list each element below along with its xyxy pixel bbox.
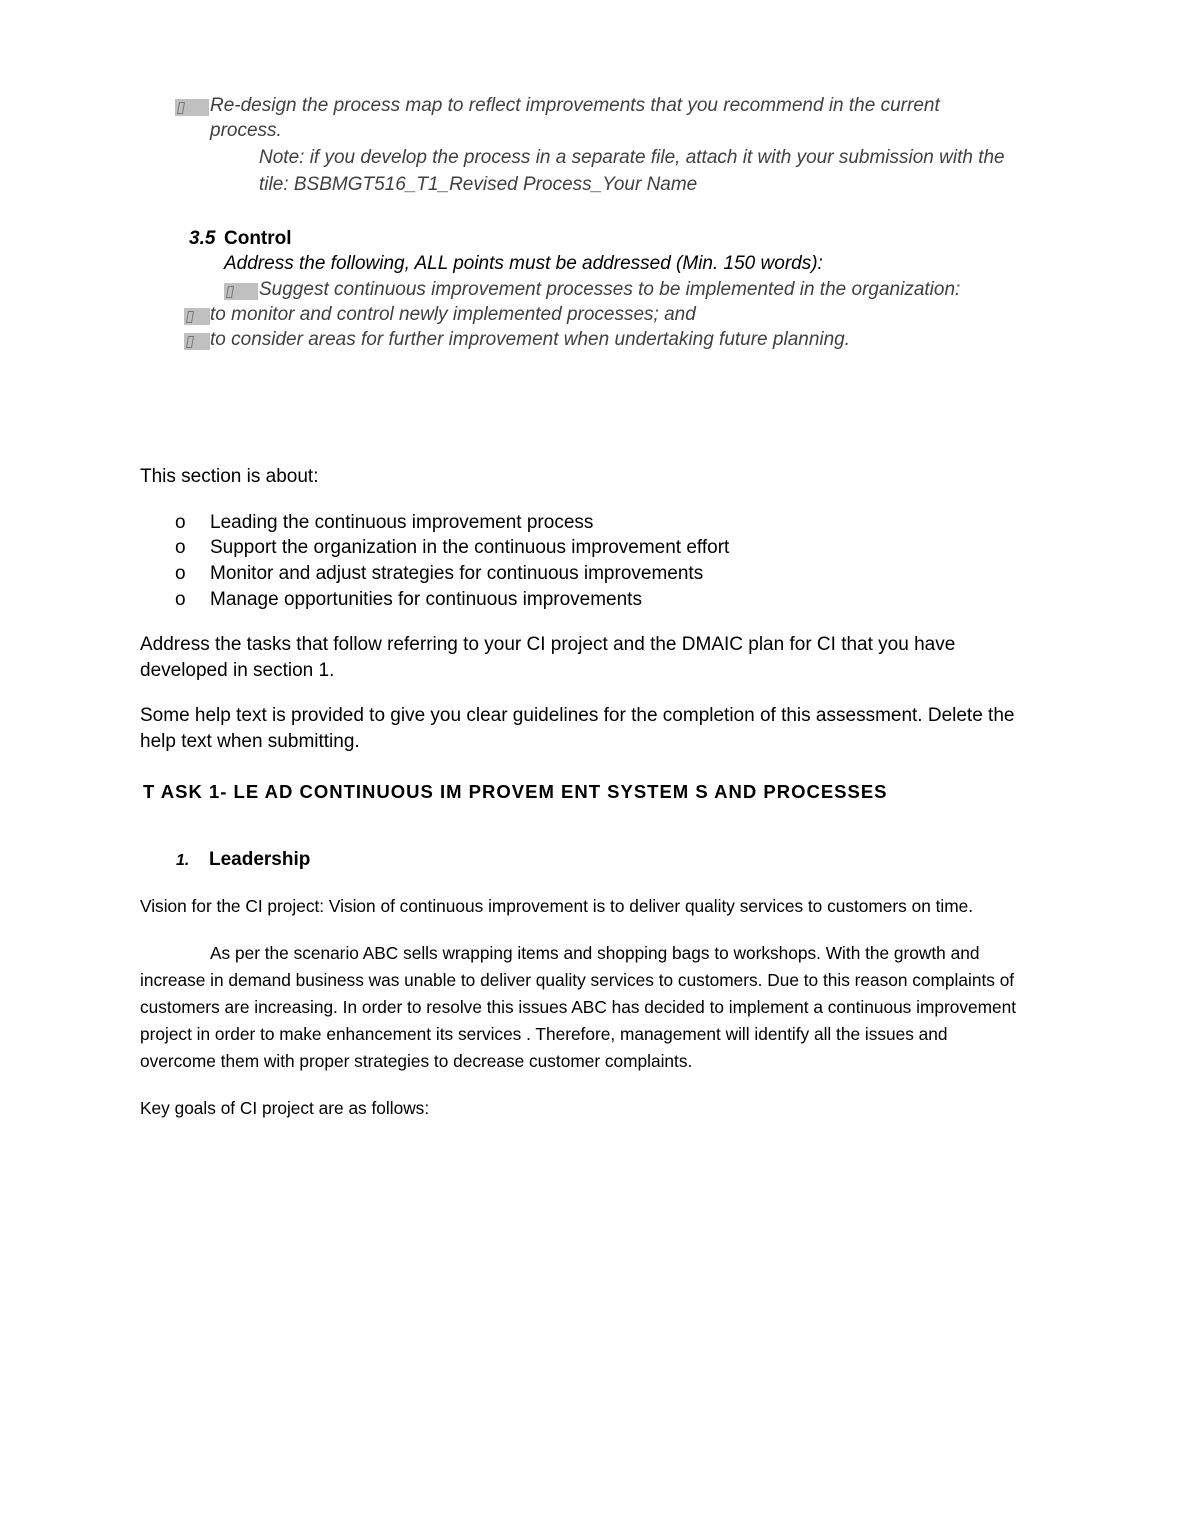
address-paragraph: developed in section 1. — [140, 660, 335, 681]
control-heading: Control — [224, 228, 292, 249]
missing-glyph-bullet-icon — [184, 308, 210, 325]
help-redesign-line: Re-design the process map to reflect improvements that you recommend in the current — [210, 95, 940, 116]
section-intro: This section is about: — [140, 466, 319, 487]
help-redesign-line: process. — [210, 120, 282, 141]
control-bullet: Suggest continuous improvement processes to be implemented in the organization: — [259, 279, 961, 300]
scenario-line: overcome them with proper strategies to decrease customer complaints. — [140, 1051, 693, 1071]
missing-glyph-bullet-icon — [224, 283, 258, 300]
scenario-line: As per the scenario ABC sells wrapping items and shopping bags to workshops. With the growth and — [210, 943, 980, 963]
leadership-heading: Leadership — [209, 849, 311, 870]
vision-text: Vision for the CI project: Vision of continuous improvement is to deliver quality services to customers on time. — [140, 896, 974, 916]
help-paragraph: help text when submitting. — [140, 731, 360, 752]
list-item: Support the organization in the continuous improvement effort — [210, 537, 730, 558]
address-paragraph: Address the tasks that follow referring to your CI project and the DMAIC plan for CI that you have — [140, 634, 956, 655]
list-marker: o — [175, 563, 186, 584]
missing-glyph-bullet-icon — [184, 333, 210, 350]
control-instruction: Address the following, ALL points must be addressed (Min. 150 words): — [224, 253, 823, 274]
scenario-line: increase in demand business was unable to deliver quality services to customers. Due to this reason complaints of — [140, 970, 1015, 990]
missing-glyph-bullet-icon — [175, 99, 209, 116]
help-note-line: Note: if you develop the process in a separate file, attach it with your submission with the — [259, 147, 1005, 168]
list-item: Manage opportunities for continuous improvements — [210, 589, 642, 610]
list-marker: o — [175, 589, 186, 610]
control-number: 3.5 — [189, 228, 216, 249]
key-goals-text: Key goals of CI project are as follows: — [140, 1098, 430, 1118]
help-note-line: tile: BSBMGT516_T1_Revised Process_Your Name — [259, 174, 698, 195]
control-bullet: to consider areas for further improvement when undertaking future planning. — [210, 329, 851, 350]
scenario-line: project in order to make enhancement its services . Therefore, management will identify all the issues and — [140, 1024, 948, 1044]
help-paragraph: Some help text is provided to give you clear guidelines for the completion of this assessment. Delete the — [140, 705, 1015, 726]
list-marker: o — [175, 512, 186, 533]
control-bullet: to monitor and control newly implemented processes; and — [210, 304, 696, 325]
leadership-number: 1. — [176, 852, 190, 869]
list-marker: o — [175, 537, 186, 558]
task-heading: T ASK 1- LE AD CONTINUOUS IM PROVEM ENT SYSTEM S AND PROCESSES — [143, 781, 888, 802]
list-item: Leading the continuous improvement process — [210, 512, 594, 533]
list-item: Monitor and adjust strategies for continuous improvements — [210, 563, 704, 584]
scenario-line: customers are increasing. In order to resolve this issues ABC has decided to implement a continuous improvement — [140, 997, 1017, 1017]
